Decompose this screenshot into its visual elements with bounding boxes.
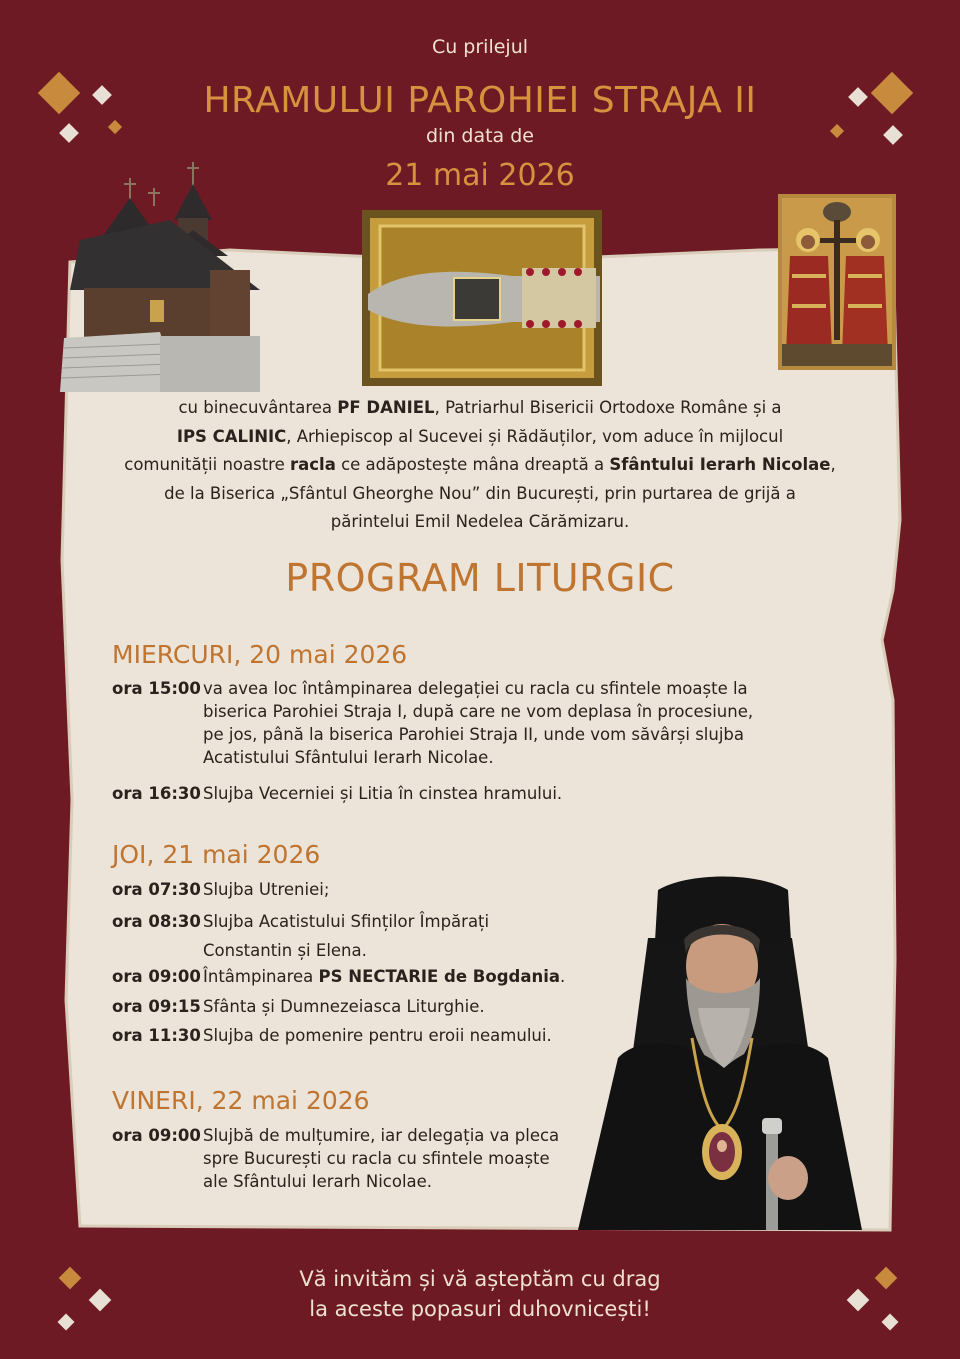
header-intro: Cu prilejul (431, 36, 529, 58)
entry-description: Slujbă de mulțumire, iar delegația va pleca spre București cu racla cu sfintele moaște ale Sfântului Ierarh Nicolae. (203, 1126, 560, 1191)
icon-photo (778, 194, 896, 370)
intro-line-2: IPS CALINIC, Arhiepiscop al Sucevei și Rădăuților, vom aduce în mijlocul (176, 426, 784, 446)
entry-time: ora 09:00 (112, 967, 201, 986)
header-date: 21 mai 2026 (385, 158, 575, 193)
day-heading-wednesday: MIERCURI, 20 mai 2026 (112, 640, 408, 669)
schedule-entry (112, 1124, 592, 1196)
intro-paragraph (110, 394, 850, 537)
reliquary-photo (362, 210, 602, 386)
day-heading-friday: VINERI, 22 mai 2026 (112, 1086, 370, 1115)
entry-description: Slujba Vecerniei și Litia în cinstea hramului. (203, 784, 563, 803)
program-title: PROGRAM LITURGIC (285, 556, 675, 600)
entry-description: Slujba Acatistului Sfinților Împărați Constantin și Elena. (203, 912, 490, 960)
schedule-entry (112, 995, 632, 1019)
schedule-entry (112, 782, 812, 806)
schedule-entry (112, 878, 632, 902)
entry-description: Slujba de pomenire pentru eroii neamului. (203, 1026, 552, 1045)
schedule-entry (112, 677, 812, 772)
entry-description: Slujba Utreniei; (203, 880, 330, 899)
entry-description: Întâmpinarea PS NECTARIE de Bogdania. (203, 967, 566, 986)
entry-time: ora 15:00 (112, 679, 201, 698)
schedule-entry (112, 907, 632, 963)
entry-time: ora 16:30 (112, 784, 201, 803)
church-photo (60, 160, 266, 396)
bishop-portrait (578, 868, 862, 1230)
entry-description: Sfânta și Dumnezeiasca Liturghie. (203, 997, 485, 1016)
schedule-entry (112, 965, 632, 989)
footer-line-1: Vă invităm și vă așteptăm cu drag (299, 1267, 661, 1291)
entry-time: ora 09:00 (112, 1126, 201, 1145)
footer-invitation (0, 1264, 960, 1324)
entry-description: va avea loc întâmpinarea delegației cu racla cu sfintele moaște la biserica Parohiei Straja I, după care ne vom deplasa în procesiune, pe jos, până la biserica Parohiei Straja II, unde vom săvârși slujba Acatistului Sfântului Ierarh Nicolae. (203, 679, 754, 767)
schedule-entry (112, 1024, 632, 1048)
intro-line-5: părintelui Emil Nedelea Cărămizaru. (330, 512, 630, 531)
intro-line-1: cu binecuvântarea PF DANIEL, Patriarhul Bisericii Ortodoxe Române și a (178, 398, 782, 417)
entry-time: ora 07:30 (112, 880, 201, 899)
footer-line-2: la aceste popasuri duhovnicești! (309, 1297, 651, 1321)
intro-line-4: de la Biserica „Sfântul Gheorghe Nou” din București, prin purtarea de grijă a (164, 483, 796, 503)
entry-time: ora 09:15 (112, 997, 201, 1016)
entry-time: ora 11:30 (112, 1026, 201, 1045)
entry-time: ora 08:30 (112, 912, 201, 931)
header-title: HRAMULUI PAROHIEI STRAJA II (203, 80, 757, 121)
header-date-intro: din data de (425, 125, 534, 147)
intro-line-3: comunității noastre racla ce adăpostește mâna dreaptă a Sfântului Ierarh Nicolae, (124, 455, 836, 474)
day-heading-thursday: JOI, 21 mai 2026 (112, 840, 321, 869)
